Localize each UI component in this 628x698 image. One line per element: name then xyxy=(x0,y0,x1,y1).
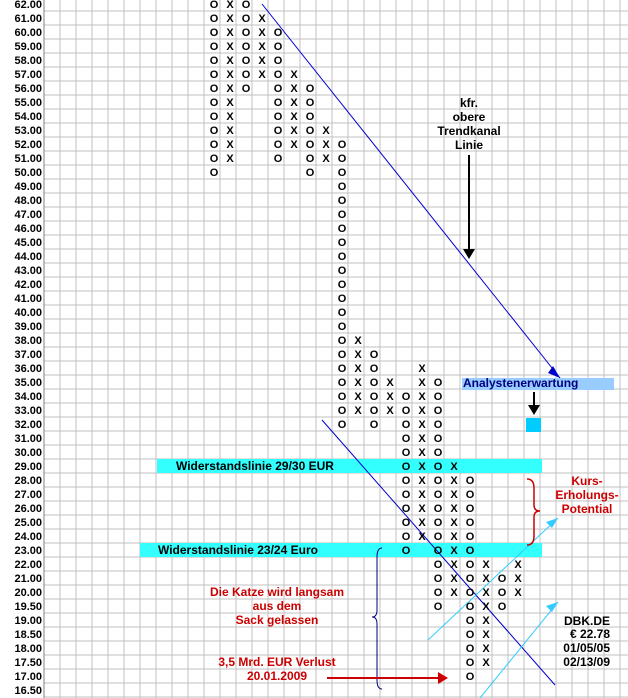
pf-o-mark: O xyxy=(465,475,475,487)
info-price: € 22.78 xyxy=(569,627,610,641)
pf-x-mark: X xyxy=(450,503,458,515)
y-tick-label: 55.00 xyxy=(14,97,42,109)
pf-o-mark: O xyxy=(497,587,507,599)
pf-o-mark: O xyxy=(337,237,347,249)
pf-o-mark: O xyxy=(337,335,347,347)
analyst-pointer-head xyxy=(528,405,540,415)
pf-o-mark: O xyxy=(241,13,251,25)
y-tick-label: 19.50 xyxy=(14,601,42,613)
pf-o-mark: O xyxy=(401,447,411,459)
pf-o-mark: O xyxy=(465,531,475,543)
y-tick-label: 19.00 xyxy=(14,615,42,627)
y-tick-label: 28.00 xyxy=(14,475,42,487)
pf-x-mark: X xyxy=(226,13,234,25)
pf-x-mark: X xyxy=(450,559,458,571)
y-tick-label: 23.00 xyxy=(14,545,42,557)
y-tick-label: 53.00 xyxy=(14,125,42,137)
katze-label-3: Sack gelassen xyxy=(235,613,319,627)
pf-o-mark: O xyxy=(337,405,347,417)
pf-x-mark: X xyxy=(418,475,426,487)
resist-2930-label: Widerstandslinie 29/30 EUR xyxy=(176,459,334,473)
pf-o-mark: O xyxy=(209,13,219,25)
y-tick-label: 34.00 xyxy=(14,391,42,403)
pf-o-mark: O xyxy=(337,307,347,319)
pf-o-mark: O xyxy=(209,167,219,179)
pf-x-mark: X xyxy=(514,587,522,599)
pf-o-mark: O xyxy=(465,657,475,669)
pf-o-mark: O xyxy=(401,419,411,431)
y-tick-label: 47.00 xyxy=(14,209,42,221)
pf-x-mark: X xyxy=(386,405,394,417)
kurs-label-2: Erholungs- xyxy=(555,488,619,502)
pf-o-mark: O xyxy=(369,419,379,431)
pf-o-mark: O xyxy=(305,97,315,109)
support-line-1 xyxy=(428,518,558,640)
pf-o-mark: O xyxy=(209,97,219,109)
y-tick-label: 32.00 xyxy=(14,419,42,431)
info-end-date: 02/13/09 xyxy=(563,655,610,669)
y-tick-label: 57.00 xyxy=(14,69,42,81)
katze-label-2: aus dem xyxy=(252,599,302,613)
y-tick-label: 48.00 xyxy=(14,195,42,207)
pf-x-mark: X xyxy=(322,139,330,151)
pf-x-mark: X xyxy=(258,69,266,81)
pf-o-mark: O xyxy=(241,69,251,81)
pf-x-mark: X xyxy=(482,601,490,613)
pf-x-mark: X xyxy=(226,153,234,165)
pf-o-mark: O xyxy=(369,377,379,389)
y-tick-label: 30.00 xyxy=(14,447,42,459)
pf-o-mark: O xyxy=(401,545,411,557)
pf-o-mark: O xyxy=(401,517,411,529)
pf-o-mark: O xyxy=(209,69,219,81)
pf-x-mark: X xyxy=(450,531,458,543)
y-tick-label: 56.00 xyxy=(14,83,42,95)
pf-x-mark: X xyxy=(450,461,458,473)
pf-o-mark: O xyxy=(433,531,443,543)
y-tick-label: 54.00 xyxy=(14,111,42,123)
pf-o-mark: O xyxy=(337,265,347,277)
y-tick-label: 59.00 xyxy=(14,41,42,53)
pf-o-mark: O xyxy=(241,55,251,67)
pf-o-mark: O xyxy=(465,587,475,599)
pf-o-mark: O xyxy=(369,349,379,361)
y-tick-label: 18.00 xyxy=(14,643,42,655)
y-tick-label: 38.00 xyxy=(14,335,42,347)
pf-o-mark: O xyxy=(305,125,315,137)
y-tick-label: 40.00 xyxy=(14,307,42,319)
pf-o-mark: O xyxy=(433,461,443,473)
pf-x-mark: X xyxy=(482,573,490,585)
y-tick-label: 49.00 xyxy=(14,181,42,193)
pf-o-mark: O xyxy=(433,419,443,431)
pf-o-mark: O xyxy=(273,153,283,165)
pf-x-mark: X xyxy=(322,153,330,165)
katze-label-1: Die Katze wird langsam xyxy=(209,585,345,599)
pf-o-mark: O xyxy=(497,601,507,613)
pf-x-mark: X xyxy=(226,55,234,67)
pf-x-mark: X xyxy=(418,405,426,417)
pf-o-mark: O xyxy=(465,573,475,585)
pf-o-mark: O xyxy=(401,475,411,487)
pf-o-mark: O xyxy=(465,517,475,529)
pf-x-mark: X xyxy=(418,461,426,473)
pf-o-mark: O xyxy=(273,97,283,109)
pf-o-mark: O xyxy=(273,83,283,95)
pf-o-mark: O xyxy=(241,27,251,39)
pf-o-mark: O xyxy=(401,391,411,403)
pf-o-mark: O xyxy=(273,125,283,137)
pf-x-mark: X xyxy=(450,573,458,585)
pf-o-mark: O xyxy=(337,209,347,221)
pf-o-mark: O xyxy=(241,0,251,11)
pf-o-mark: O xyxy=(337,349,347,361)
pf-x-mark: X xyxy=(354,391,362,403)
pf-o-mark: O xyxy=(401,405,411,417)
upper-trend-line xyxy=(262,4,560,378)
pf-x-mark: X xyxy=(322,125,330,137)
pf-x-mark: X xyxy=(386,377,394,389)
y-tick-label: 44.00 xyxy=(14,251,42,263)
pf-x-mark: X xyxy=(418,503,426,515)
pf-o-mark: O xyxy=(209,0,219,11)
pf-o-mark: O xyxy=(433,517,443,529)
pf-x-mark: X xyxy=(482,643,490,655)
pf-o-mark: O xyxy=(337,419,347,431)
y-tick-label: 50.00 xyxy=(14,167,42,179)
y-tick-label: 35.00 xyxy=(14,377,42,389)
y-tick-label: 42.00 xyxy=(14,279,42,291)
pf-o-mark: O xyxy=(369,405,379,417)
pf-o-mark: O xyxy=(209,111,219,123)
pf-x-mark: X xyxy=(258,13,266,25)
pf-x-mark: X xyxy=(482,559,490,571)
pf-x-mark: X xyxy=(354,349,362,361)
pf-o-mark: O xyxy=(241,83,251,95)
pf-x-mark: X xyxy=(354,335,362,347)
pf-x-mark: X xyxy=(482,657,490,669)
pf-x-mark: X xyxy=(418,433,426,445)
y-tick-label: 25.00 xyxy=(14,517,42,529)
pf-x-mark: X xyxy=(258,41,266,53)
pf-x-mark: X xyxy=(226,69,234,81)
pf-o-mark: O xyxy=(209,41,219,53)
y-tick-label: 39.00 xyxy=(14,321,42,333)
pf-o-mark: O xyxy=(433,489,443,501)
pf-x-mark: X xyxy=(418,531,426,543)
pf-o-mark: O xyxy=(433,545,443,557)
pf-o-mark: O xyxy=(401,433,411,445)
pf-x-mark: X xyxy=(226,27,234,39)
pf-x-mark: X xyxy=(450,489,458,501)
pf-o-mark: O xyxy=(337,377,347,389)
pf-o-mark: O xyxy=(305,139,315,151)
pf-o-mark: O xyxy=(369,363,379,375)
pf-x-mark: X xyxy=(258,55,266,67)
pf-o-mark: O xyxy=(209,139,219,151)
y-tick-label: 58.00 xyxy=(14,55,42,67)
pf-x-mark: X xyxy=(290,69,298,81)
pf-o-mark: O xyxy=(209,55,219,67)
y-tick-label: 22.00 xyxy=(14,559,42,571)
y-tick-label: 45.00 xyxy=(14,237,42,249)
pf-o-mark: O xyxy=(401,489,411,501)
pf-o-mark: O xyxy=(465,671,475,683)
trend-pointer-head xyxy=(463,249,475,259)
pf-o-mark: O xyxy=(433,587,443,599)
pf-o-mark: O xyxy=(465,629,475,641)
pf-o-mark: O xyxy=(209,125,219,137)
pf-x-mark: X xyxy=(354,363,362,375)
y-tick-label: 61.00 xyxy=(14,13,42,25)
y-tick-label: 29.00 xyxy=(14,461,42,473)
pf-x-mark: X xyxy=(450,475,458,487)
pf-o-mark: O xyxy=(209,83,219,95)
pf-o-mark: O xyxy=(337,251,347,263)
pf-o-mark: O xyxy=(305,83,315,95)
pf-x-mark: X xyxy=(418,517,426,529)
pf-o-mark: O xyxy=(465,643,475,655)
pf-o-mark: O xyxy=(337,293,347,305)
pf-x-mark: X xyxy=(226,83,234,95)
y-tick-label: 17.00 xyxy=(14,671,42,683)
y-tick-label: 62.00 xyxy=(14,0,42,11)
pf-o-mark: O xyxy=(273,139,283,151)
pf-x-mark: X xyxy=(290,139,298,151)
pf-x-mark: X xyxy=(354,377,362,389)
pf-x-mark: X xyxy=(418,447,426,459)
pf-o-mark: O xyxy=(401,531,411,543)
analyst-target-box xyxy=(526,418,541,432)
pf-o-mark: O xyxy=(465,615,475,627)
pf-x-mark: X xyxy=(418,391,426,403)
pf-o-mark: O xyxy=(497,573,507,585)
y-tick-label: 33.00 xyxy=(14,405,42,417)
pf-x-mark: X xyxy=(482,629,490,641)
pf-o-mark: O xyxy=(337,321,347,333)
trend-label-2: obere xyxy=(452,110,486,124)
pf-x-mark: X xyxy=(418,377,426,389)
pf-x-mark: X xyxy=(226,97,234,109)
pf-x-mark: X xyxy=(418,489,426,501)
pf-x-mark: X xyxy=(450,517,458,529)
y-tick-label: 36.00 xyxy=(14,363,42,375)
pf-o-mark: O xyxy=(337,167,347,179)
pf-o-mark: O xyxy=(433,391,443,403)
pf-x-mark: X xyxy=(418,419,426,431)
pf-o-mark: O xyxy=(209,27,219,39)
verlust-arrow-head xyxy=(438,672,448,684)
pf-o-mark: O xyxy=(337,139,347,151)
pf-x-mark: X xyxy=(450,545,458,557)
y-tick-label: 43.00 xyxy=(14,265,42,277)
pf-x-mark: X xyxy=(482,587,490,599)
pf-o-mark: O xyxy=(433,433,443,445)
pf-x-mark: X xyxy=(258,27,266,39)
y-tick-label: 21.00 xyxy=(14,573,42,585)
pf-o-mark: O xyxy=(305,153,315,165)
pf-x-mark: X xyxy=(290,97,298,109)
pf-o-mark: O xyxy=(273,111,283,123)
pf-o-mark: O xyxy=(433,573,443,585)
pf-x-mark: X xyxy=(418,363,426,375)
pf-x-mark: X xyxy=(514,559,522,571)
pf-o-mark: O xyxy=(465,559,475,571)
pf-o-mark: O xyxy=(273,41,283,53)
pf-o-mark: O xyxy=(465,601,475,613)
trend-label-4: Linie xyxy=(454,138,484,152)
pf-o-mark: O xyxy=(273,69,283,81)
y-tick-label: 31.00 xyxy=(14,433,42,445)
pf-o-mark: O xyxy=(273,55,283,67)
pf-o-mark: O xyxy=(401,503,411,515)
info-start-date: 01/05/05 xyxy=(563,641,610,655)
pf-x-mark: X xyxy=(386,391,394,403)
pf-x-mark: X xyxy=(354,405,362,417)
pf-x-mark: X xyxy=(226,0,234,11)
verlust-label-2: 20.01.2009 xyxy=(246,669,308,683)
pf-x-mark: X xyxy=(450,587,458,599)
y-tick-label: 24.00 xyxy=(14,531,42,543)
analyst-label: Analystenerwartung xyxy=(463,376,579,390)
pf-o-mark: O xyxy=(337,391,347,403)
y-tick-label: 60.00 xyxy=(14,27,42,39)
pf-o-mark: O xyxy=(433,503,443,515)
pf-x-mark: X xyxy=(226,139,234,151)
pf-o-mark: O xyxy=(465,503,475,515)
pf-x-mark: X xyxy=(514,573,522,585)
y-tick-label: 20.00 xyxy=(14,587,42,599)
pf-o-mark: O xyxy=(369,391,379,403)
y-tick-label: 41.00 xyxy=(14,293,42,305)
y-tick-label: 16.50 xyxy=(14,685,42,697)
y-tick-label: 17.50 xyxy=(14,657,42,669)
kurs-brace xyxy=(527,479,540,545)
pf-o-mark: O xyxy=(433,475,443,487)
y-tick-label: 26.00 xyxy=(14,503,42,515)
pf-x-mark: X xyxy=(290,111,298,123)
pf-x-mark: X xyxy=(290,83,298,95)
resist-2324-label: Widerstandslinie 23/24 Euro xyxy=(158,543,318,557)
pf-o-mark: O xyxy=(465,489,475,501)
pf-o-mark: O xyxy=(433,601,443,613)
kurs-label-1: Kurs- xyxy=(571,474,603,488)
pf-x-mark: X xyxy=(290,125,298,137)
kurs-label-3: Potential xyxy=(561,502,613,516)
pf-o-mark: O xyxy=(433,405,443,417)
pf-o-mark: O xyxy=(465,545,475,557)
pf-o-mark: O xyxy=(209,153,219,165)
pf-o-mark: O xyxy=(337,181,347,193)
pf-x-mark: X xyxy=(226,41,234,53)
pf-o-mark: O xyxy=(337,363,347,375)
pf-x-mark: X xyxy=(226,111,234,123)
pf-o-mark: O xyxy=(273,27,283,39)
y-axis-labels xyxy=(14,0,42,697)
y-tick-label: 51.00 xyxy=(14,153,42,165)
verlust-label-1: 3,5 Mrd. EUR Verlust xyxy=(218,655,336,669)
trend-label-3: Trendkanal xyxy=(437,124,501,138)
y-tick-label: 52.00 xyxy=(14,139,42,151)
pf-o-mark: O xyxy=(337,279,347,291)
y-tick-label: 46.00 xyxy=(14,223,42,235)
pf-o-mark: O xyxy=(433,447,443,459)
pf-x-mark: X xyxy=(482,615,490,627)
pf-o-mark: O xyxy=(305,167,315,179)
pf-o-mark: O xyxy=(433,377,443,389)
y-tick-label: 18.50 xyxy=(14,629,42,641)
pf-o-mark: O xyxy=(241,41,251,53)
pf-o-mark: O xyxy=(337,223,347,235)
y-tick-label: 27.00 xyxy=(14,489,42,501)
pf-o-mark: O xyxy=(433,559,443,571)
pf-o-mark: O xyxy=(337,195,347,207)
trend-label-1: kfr. xyxy=(459,96,479,110)
pf-o-mark: O xyxy=(305,111,315,123)
pf-o-mark: O xyxy=(401,461,411,473)
y-tick-label: 37.00 xyxy=(14,349,42,361)
info-ticker: DBK.DE xyxy=(563,614,610,628)
pf-x-mark: X xyxy=(226,125,234,137)
pf-o-mark: O xyxy=(337,153,347,165)
